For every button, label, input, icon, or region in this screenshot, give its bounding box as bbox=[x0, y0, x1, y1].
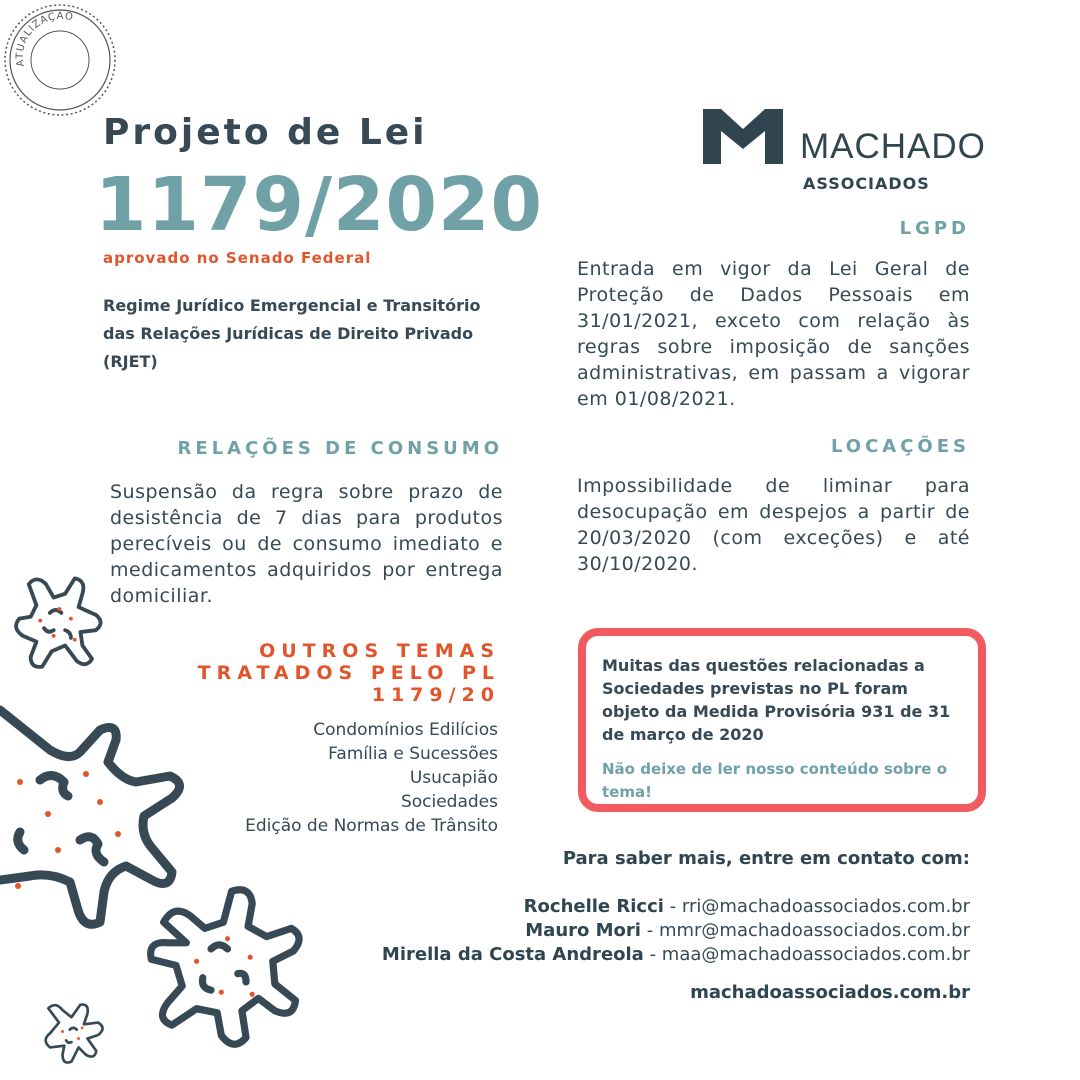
virus-icon bbox=[140, 880, 315, 1055]
outros-heading-line: 1179/20 bbox=[371, 684, 500, 706]
update-stamp bbox=[0, 0, 120, 120]
bill-kicker: Projeto de Lei bbox=[103, 112, 428, 153]
contact-row bbox=[382, 943, 970, 967]
bill-status: aprovado no Senado Federal bbox=[103, 249, 372, 267]
contact-sep: - bbox=[643, 944, 662, 965]
contact-list bbox=[382, 895, 970, 967]
locacoes-heading: LOCAÇÕES bbox=[830, 436, 970, 457]
list-item: Sociedades bbox=[400, 792, 498, 812]
lgpd-text: Entrada em vigor da Lei Geral de Proteção de Dados Pessoais em 31/01/2021, exceto com relação às regras sobre imposição de sanções administrativas, em passam a vigorar em 01/08/2021. bbox=[577, 258, 970, 410]
bill-regime: Regime Jurídico Emergencial e Transitório das Relações Jurídicas de Direito Privado (RJET) bbox=[103, 296, 481, 371]
list-item: Edição de Normas de Trânsito bbox=[245, 816, 498, 836]
contact-row bbox=[382, 895, 970, 919]
machado-logo-icon bbox=[703, 109, 783, 164]
list-item: Usucapião bbox=[409, 768, 498, 788]
callout-text: Muitas das questões relacionadas a Sociedades previstas no PL foram objeto da Medida Provisória 931 de 31 de março de 2020 bbox=[602, 656, 951, 744]
consumo-text: Suspensão da regra sobre prazo de desistência de 7 dias para produtos perecíveis ou de consumo imediato e medicamentos adquiridos por entrega domiciliar. bbox=[110, 481, 503, 607]
website-link[interactable]: machadoassociados.com.br bbox=[690, 982, 970, 1003]
contact-sep: - bbox=[663, 896, 682, 917]
contact-row bbox=[382, 919, 970, 943]
contact-email[interactable]: rri@machadoassociados.com.br bbox=[681, 896, 970, 917]
contact-email[interactable]: maa@machadoassociados.com.br bbox=[661, 944, 970, 965]
outros-heading-line: TRATADOS PELO PL bbox=[197, 662, 500, 684]
outros-heading-line: OUTROS TEMAS bbox=[259, 640, 500, 662]
contact-name: Mirella da Costa Andreola bbox=[381, 944, 644, 965]
stamp-label: ATUALIZAÇÃO bbox=[14, 10, 75, 68]
locacoes-text: Impossibilidade de liminar para desocupação em despejos a partir de 20/03/2020 (com exceções) e até 30/10/2020. bbox=[577, 475, 970, 575]
svg-text:ATUALIZAÇÃO bbox=[15, 9, 75, 67]
lgpd-heading: LGPD bbox=[899, 218, 970, 239]
contact-name: Rochelle Ricci bbox=[523, 896, 664, 917]
outros-heading bbox=[140, 640, 500, 706]
logo-name: MACHADO bbox=[800, 127, 986, 166]
virus-icon bbox=[0, 565, 115, 680]
outros-list bbox=[245, 718, 498, 838]
contact-email[interactable]: mmr@machadoassociados.com.br bbox=[658, 920, 970, 941]
callout-box bbox=[578, 628, 986, 812]
contact-sep: - bbox=[640, 920, 659, 941]
list-item: Família e Sucessões bbox=[328, 744, 498, 764]
bill-number: 1179/2020 bbox=[95, 162, 543, 248]
logo-sub: ASSOCIADOS bbox=[803, 174, 930, 193]
contact-title: Para saber mais, entre em contato com: bbox=[562, 848, 970, 869]
consumo-heading: RELAÇÕES DE CONSUMO bbox=[177, 438, 503, 459]
list-item: Condomínios Edilícios bbox=[313, 720, 498, 740]
callout-link[interactable]: Não deixe de ler nosso conteúdo sobre o tema! bbox=[602, 760, 947, 801]
virus-icon bbox=[35, 995, 115, 1075]
contact-name: Mauro Mori bbox=[525, 920, 641, 941]
